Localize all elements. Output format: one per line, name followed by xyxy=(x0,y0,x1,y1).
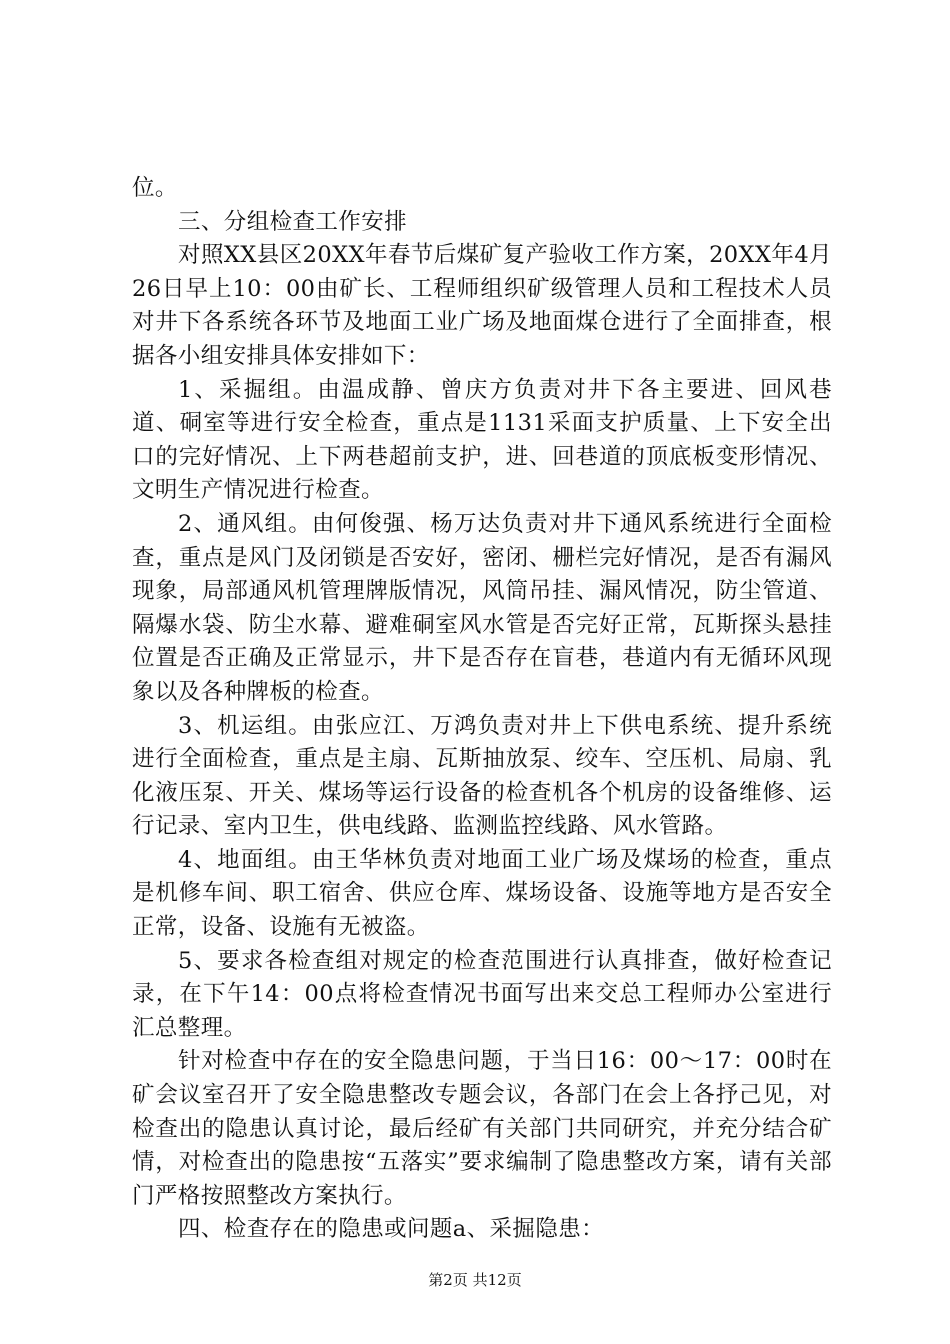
paragraph: 针对检查中存在的安全隐患问题，于当日16：00～17：00时在矿会议室召开了安全隐患整改专题会议，各部门在会上各抒己见，对检查出的隐患认真讨论，最后经矿有关部门共同研究，并充分结合矿情，对检查出的隐患按“五落实”要求编制了隐患整改方案，请有关部门严格按照整改方案执行。 xyxy=(132,1048,832,1209)
paragraph: 3、机运组。由张应江、万鸿负责对井上下供电系统、提升系统进行全面检查，重点是主扇、瓦斯抽放泵、绞车、空压机、局扇、乳化液压泵、开关、煤场等运行设备的检查机各个机房的设备维修、运行记录、室内卫生，供电线路、监测监控线路、风水管路。 xyxy=(132,712,832,840)
paragraph: 5、要求各检查组对规定的检查范围进行认真排查，做好检查记录，在下午14：00点将检查情况书面写出来交总工程师办公室进行汇总整理。 xyxy=(132,947,832,1041)
paragraph: 对照XX县区20XX年春节后煤矿复产验收工作方案，20XX年4月26日早上10：00由矿长、工程师组织矿级管理人员和工程技术人员对井下各系统各环节及地面工业广场及地面煤仓进行了全面排查，根据各小组安排具体安排如下： xyxy=(132,242,832,369)
paragraph: 4、地面组。由王华林负责对地面工业广场及煤场的检查，重点是机修车间、职工宿舍、供应仓库、煤场设备、设施等地方是否安全正常，设备、设施有无被盗。 xyxy=(132,846,832,941)
paragraph: 位。 xyxy=(132,175,178,201)
paragraph: 四、检查存在的隐患或问题a、采掘隐患： xyxy=(178,1216,605,1243)
paragraph: 1、采掘组。由温成静、曾庆方负责对井下各主要进、回风巷道、硐室等进行安全检查，重点是1131采面支护质量、上下安全出口的完好情况、上下两巷超前支护，进、回巷道的顶底板变形情况、文明生产情况进行检查。 xyxy=(132,376,832,504)
document-body xyxy=(132,172,832,1247)
paragraph: 三、分组检查工作安排 xyxy=(178,208,408,235)
paragraph: 2、通风组。由何俊强、杨万达负责对井下通风系统进行全面检查，重点是风门及闭锁是否安好，密闭、栅栏完好情况，是否有漏风现象，局部通风机管理牌版情况，风筒吊挂、漏风情况，防尘管道、隔爆水袋、防尘水幕、避难硐室风水管是否完好正常，瓦斯探头悬挂位置是否正确及正常显示，井下是否存在盲巷，巷道内有无循环风现象以及各种牌板的检查。 xyxy=(132,510,832,705)
page-footer: 第2页 共12页 xyxy=(428,1271,522,1289)
